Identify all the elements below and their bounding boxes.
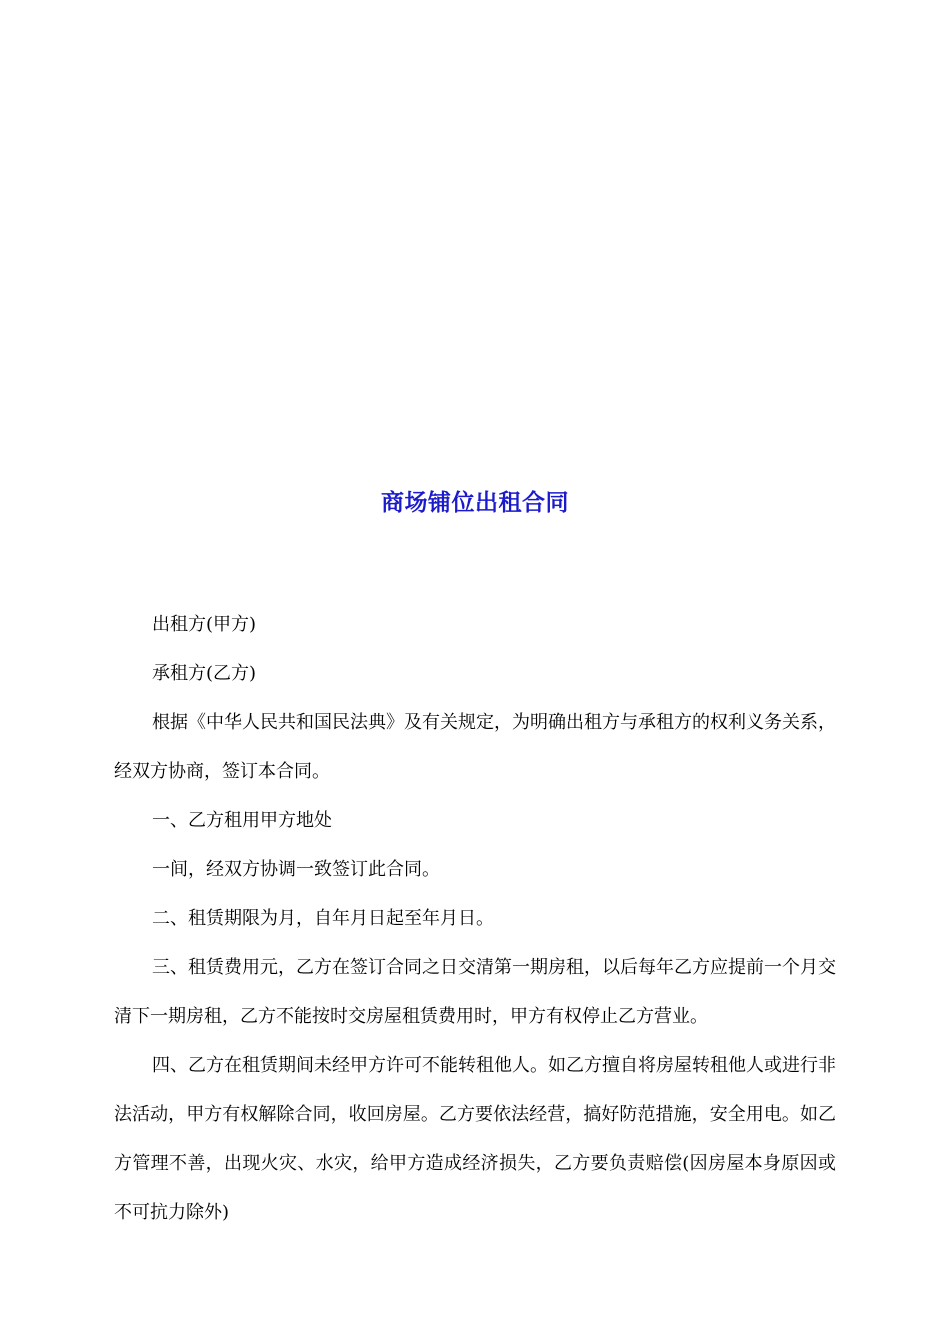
preamble-paragraph: 根据《中华人民共和国民法典》及有关规定，为明确出租方与承租方的权利义务关系，经双方协商，签订本合同。 xyxy=(114,712,836,782)
party-lessor-line: 出租方(甲方) xyxy=(152,614,257,635)
clause-1-continuation: 一间，经双方协调一致签订此合同。 xyxy=(152,859,440,880)
clause-4-sublease: 四、乙方在租赁期间未经甲方许可不能转租他人。如乙方擅自将房屋转租他人或进行非法活动，甲方有权解除合同，收回房屋。乙方要依法经营，搞好防范措施，安全用电。如乙方管理不善，出现火灾、水灾，给甲方造成经济损失，乙方要负责赔偿(因房屋本身原因或不可抗力除外) xyxy=(114,1055,836,1223)
party-lessee-line: 承租方(乙方) xyxy=(152,663,257,684)
clause-3-rent: 三、租赁费用元，乙方在签订合同之日交清第一期房租，以后每年乙方应提前一个月交清下一期房租，乙方不能按时交房屋租赁费用时，甲方有权停止乙方营业。 xyxy=(114,957,836,1027)
clause-2-term: 二、租赁期限为月，自年月日起至年月日。 xyxy=(152,908,494,929)
document-title: 商场铺位出租合同 xyxy=(381,490,569,516)
contract-body xyxy=(114,600,836,1237)
clause-1-location: 一、乙方租用甲方地处 xyxy=(152,810,332,831)
